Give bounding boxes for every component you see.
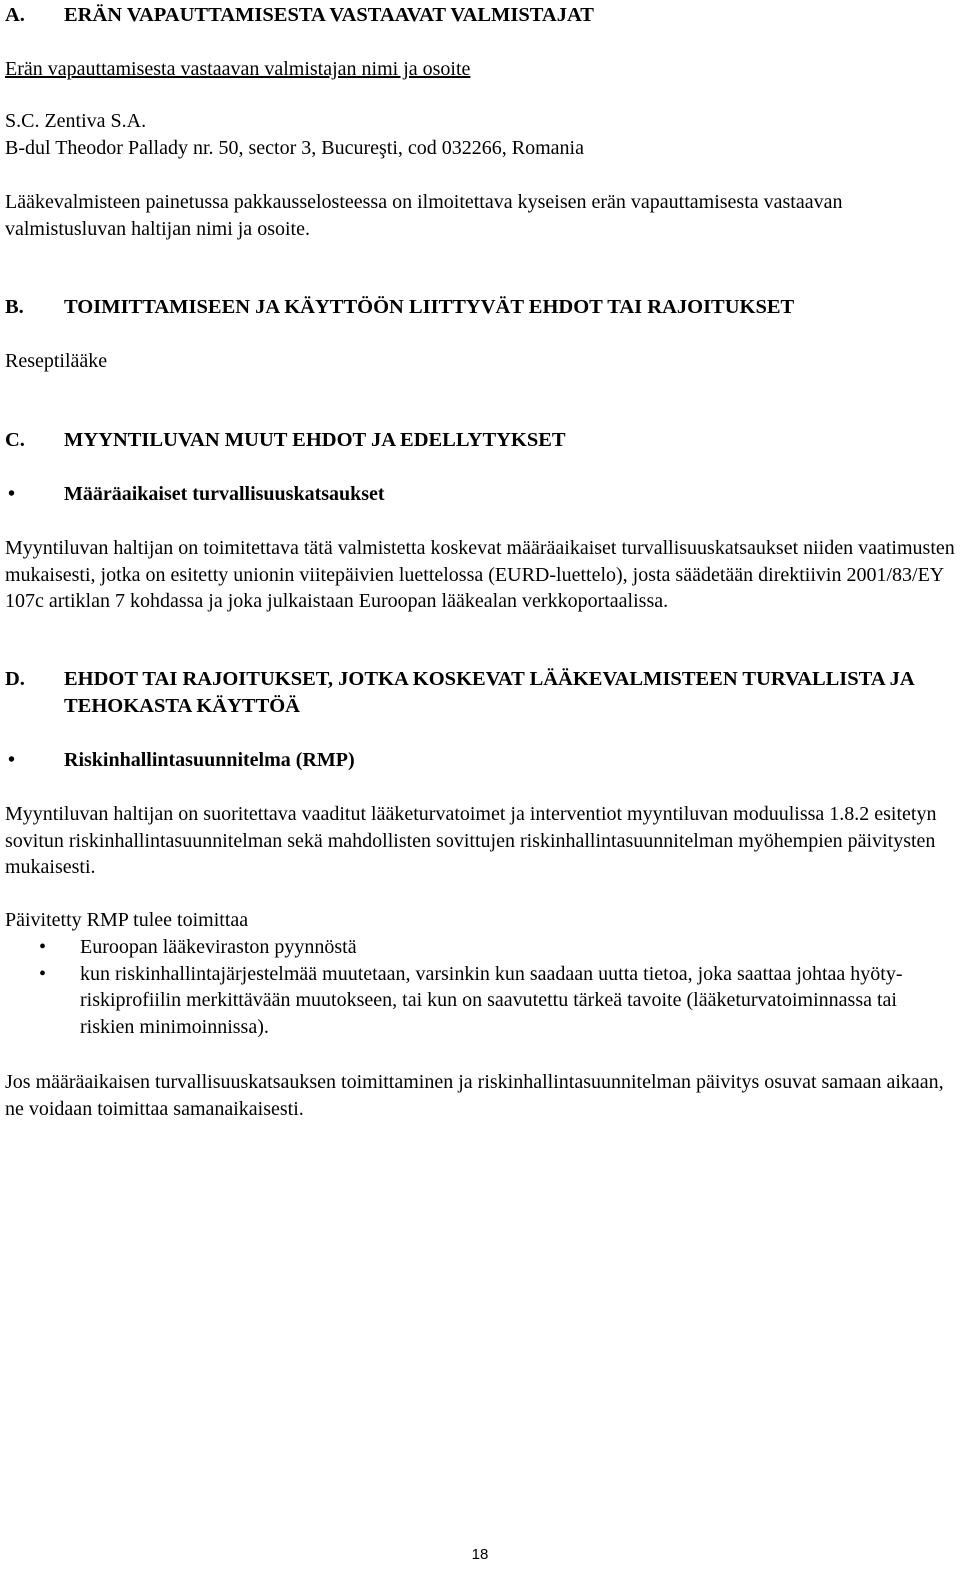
section-d-letter: D. xyxy=(5,668,25,690)
section-c-letter: C. xyxy=(5,429,25,451)
psur-heading: Määräaikaiset turvallisuuskatsaukset xyxy=(64,483,385,505)
bullet-icon: • xyxy=(39,962,47,985)
bullet-icon: • xyxy=(39,936,47,958)
manufacturer-address: B-dul Theodor Pallady nr. 50, sector 3, Bucureşti, cod 032266, Romania xyxy=(5,137,584,159)
rmp-heading: Riskinhallintasuunnitelma (RMP) xyxy=(64,749,355,771)
section-a-title: ERÄN VAPAUTTAMISESTA VASTAAVAT VALMISTAJAT xyxy=(64,4,594,26)
section-b-text: Reseptilääke xyxy=(5,350,108,372)
bullet-icon: • xyxy=(8,749,16,771)
section-d-title: EHDOT TAI RAJOITUKSET, JOTKA KOSKEVAT LÄÄKEVALMISTEEN TURVALLISTA JA TEHOKASTA KÄYTTÖÄ xyxy=(64,668,914,717)
list-item xyxy=(5,934,955,961)
section-a-letter: A. xyxy=(5,4,25,26)
page-number: 18 xyxy=(471,1546,489,1563)
section-a-heading xyxy=(5,2,955,29)
section-c-heading xyxy=(5,427,955,454)
rmp-item-text: Euroopan lääkeviraston pyynnöstä xyxy=(80,936,357,958)
section-b-title: TOIMITTAMISEEN JA KÄYTTÖÖN LIITTYVÄT EHDOT TAI RAJOITUKSET xyxy=(64,296,795,318)
manufacturer-name: S.C. Zentiva S.A. xyxy=(5,110,147,132)
rmp-intro: Päivitetty RMP tulee toimittaa xyxy=(5,909,249,931)
section-c-title: MYYNTILUVAN MUUT EHDOT JA EDELLYTYKSET xyxy=(64,429,566,451)
closing-paragraph: Jos määräaikaisen turvallisuuskatsauksen toimittaminen ja riskinhallintasuunnitelman päivitys osuvat samaan aikaan, ne voidaan toimittaa samanaikaisesti. xyxy=(5,1071,944,1120)
section-d-paragraph: Myyntiluvan haltijan on suoritettava vaaditut lääketurvatoimet ja interventiot myyntiluvan moduulissa 1.8.2 esitetyn sovitun riskinhallintasuunnitelman sekä mahdollisten sovittujen riskinhallintasuunnitelman myöhempien päivitysten mukaisesti. xyxy=(5,803,937,878)
rmp-list xyxy=(5,934,955,1040)
section-c-paragraph: Myyntiluvan haltijan on toimitettava tätä valmistetta koskevat määräaikaiset turvallisuuskatsaukset niiden vaatimusten mukaisesti, jotka on esitetty unionin viitepäivien luettelossa (EURD-luettelo), josta säädetään direktiivin 2001/83/EY 107c artiklan 7 kohdassa ja joka julkaistaan Euroopan lääkealan verkkoportaalissa. xyxy=(5,537,955,612)
section-b-heading xyxy=(5,294,955,321)
section-c-bullet-heading xyxy=(5,481,955,508)
section-b-letter: B. xyxy=(5,296,24,318)
section-d-bullet-heading xyxy=(5,747,955,774)
list-item xyxy=(5,961,955,1041)
section-d-heading xyxy=(5,666,955,719)
section-a-note: Lääkevalmisteen painetussa pakkausselosteessa on ilmoitettava kyseisen erän vapauttamisesta vastaavan valmistusluvan haltijan nimi ja osoite. xyxy=(5,191,843,240)
bullet-icon: • xyxy=(8,483,16,505)
section-a-subheading: Erän vapauttamisesta vastaavan valmistajan nimi ja osoite xyxy=(5,58,471,80)
rmp-item-text: kun riskinhallintajärjestelmää muutetaan, varsinkin kun saadaan uutta tietoa, joka saattaa johtaa hyöty-riskiprofiilin merkittävään muutokseen, tai kun on saavutettu tärkeä tavoite (lääketurvatoiminnassa tai riskien minimoinnissa). xyxy=(80,962,903,1038)
